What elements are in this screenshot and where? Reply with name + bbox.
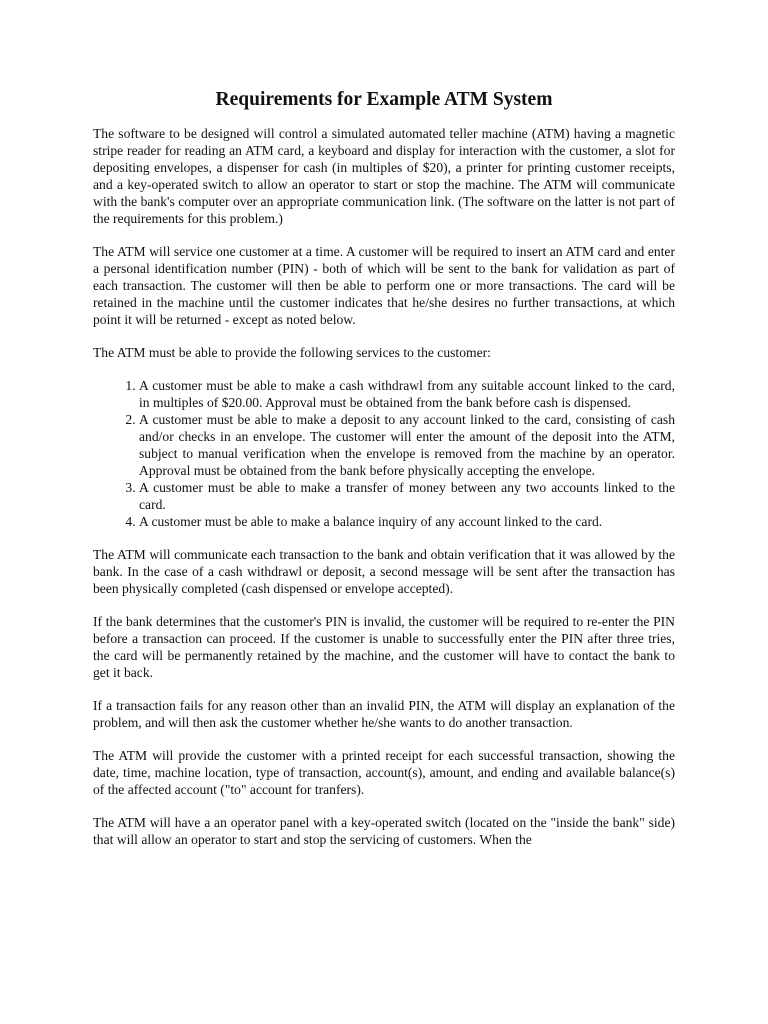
paragraph-customer-session: The ATM will service one customer at a time. A customer will be required to insert an ATM card and enter a personal identification number (PIN) - both of which will be sent to the bank for validation as part of each transaction. The customer will then be able to perform one or more transactions. The card will be retained in the machine until the customer indicates that he/she desires no further transactions, at which point it will be returned - except as noted below. — [93, 244, 675, 327]
paragraph-transaction-failure: If a transaction fails for any reason other than an invalid PIN, the ATM will display an explanation of the problem, and will then ask the customer whether he/she wants to do another transaction. — [93, 698, 675, 730]
document-page — [93, 88, 675, 864]
service-item-withdrawal: 1. A customer must be able to make a cash withdrawl from any suitable account linked to the card, in multiples of $20.00. Approval must be obtained from the bank before cash is dispensed. — [139, 377, 675, 411]
service-item-balance-inquiry: 4. A customer must be able to make a balance inquiry of any account linked to the card. — [139, 513, 675, 530]
paragraph-invalid-pin: If the bank determines that the customer's PIN is invalid, the customer will be required to re-enter the PIN before a transaction can proceed. If the customer is unable to successfully enter the PIN after three tries, the card will be permanently retained by the machine, and the customer will have to contact the bank to get it back. — [93, 614, 675, 680]
paragraph-operator-panel: The ATM will have a an operator panel with a key-operated switch (located on the "inside the bank" side) that will allow an operator to start and stop the servicing of customers. When the — [93, 815, 675, 847]
service-item-deposit: 2. A customer must be able to make a deposit to any account linked to the card, consisting of cash and/or checks in an envelope. The customer will enter the amount of the deposit into the ATM, subject to manual verification when the envelope is removed from the machine by an operator. Approval must be obtained from the bank before physically accepting the envelope. — [139, 411, 675, 479]
paragraph-services-intro: The ATM must be able to provide the following services to the customer: — [93, 345, 491, 360]
paragraph-intro: The software to be designed will control a simulated automated teller machine (ATM) having a magnetic stripe reader for reading an ATM card, a keyboard and display for interaction with the customer, a slot for depositing envelopes, a dispenser for cash (in multiples of $20), a printer for printing customer receipts, and a key-operated switch to allow an operator to start or stop the machine. The ATM will communicate with the bank's computer over an appropriate communication link. (The software on the latter is not part of the requirements for this problem.) — [93, 126, 675, 226]
paragraph-receipt: The ATM will provide the customer with a printed receipt for each successful transaction, showing the date, time, machine location, type of transaction, account(s), amount, and ending and available balance(s) of the affected account ("to" account for tranfers). — [93, 748, 675, 797]
paragraph-bank-communication: The ATM will communicate each transaction to the bank and obtain verification that it was allowed by the bank. In the case of a cash withdrawl or deposit, a second message will be sent after the transaction has been physically completed (cash dispensed or envelope accepted). — [93, 547, 675, 596]
document-title: Requirements for Example ATM System — [215, 89, 553, 110]
services-list — [93, 377, 675, 530]
service-item-transfer: 3. A customer must be able to make a transfer of money between any two accounts linked to the card. — [139, 479, 675, 513]
